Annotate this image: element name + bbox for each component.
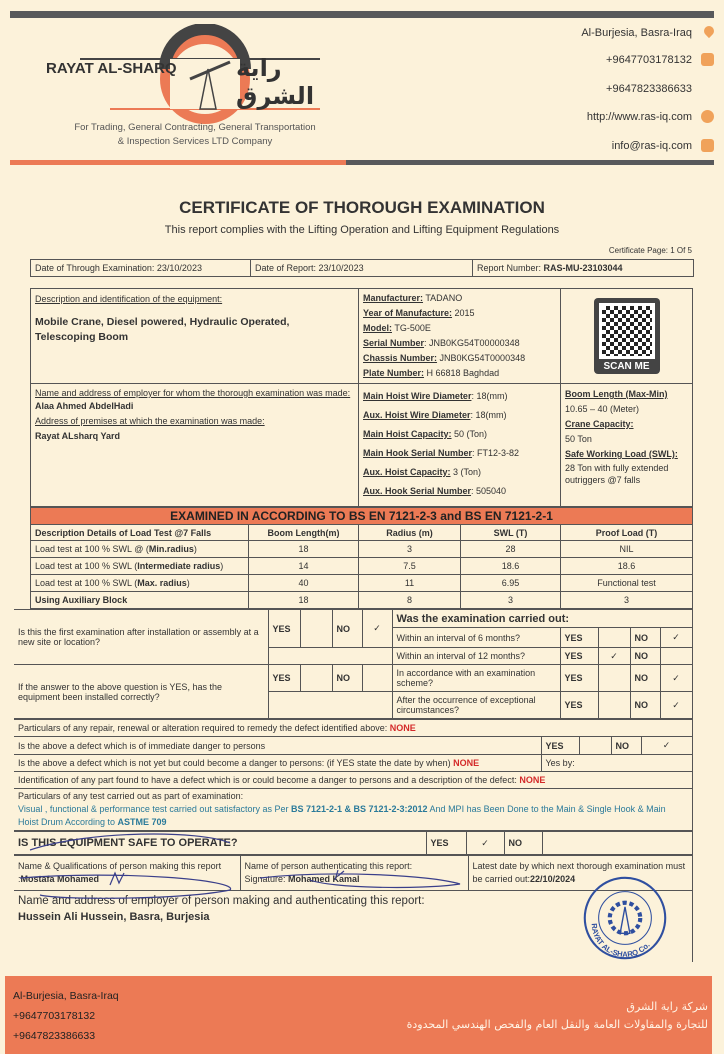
- hoist-value: 50 (Ton): [451, 429, 488, 439]
- defects-table: [14, 719, 693, 831]
- specs-item: [363, 306, 556, 321]
- load-desc-pre: Load test at 100 % SWL @ (: [35, 544, 149, 554]
- q1-no[interactable]: NO: [332, 610, 362, 648]
- phone-text: +9647703178132: [606, 54, 692, 66]
- contact-phone-2: [606, 83, 692, 95]
- identification-value: NONE: [519, 775, 546, 785]
- load-cell: 18.6: [561, 558, 693, 575]
- danger-yes-box[interactable]: [579, 737, 611, 755]
- load-cell: 18: [249, 541, 359, 558]
- certificate-body: [0, 259, 724, 1054]
- exceptional-label: After the occurrence of exceptional circumstances?: [392, 692, 560, 719]
- load-cell: NIL: [561, 541, 693, 558]
- tests-standard: BS 7121-2-1 & BS 7121-2-3:2012: [290, 804, 428, 814]
- safe-no[interactable]: NO: [504, 832, 542, 855]
- globe-icon: [701, 110, 714, 123]
- load-desc-post: ): [193, 544, 197, 554]
- i3-yes-box[interactable]: [598, 665, 630, 692]
- page-title: CERTIFICATE OF THOROUGH EXAMINATION: [179, 198, 545, 217]
- specs-key: Chassis Number:: [363, 353, 438, 363]
- danger-no-check[interactable]: ✓: [641, 737, 692, 755]
- load-desc: [31, 575, 249, 592]
- hoist-key: Main Hoist Capacity:: [363, 429, 452, 439]
- hoist-value: 3 (Ton): [450, 467, 482, 477]
- specs-key: Manufacturer:: [363, 293, 424, 303]
- boom-length-value: 10.65 – 40 (Meter): [565, 404, 640, 414]
- contact-website[interactable]: [587, 111, 692, 123]
- location-icon: [702, 24, 716, 38]
- qr-cell: [561, 289, 693, 384]
- contact-phone-1: [606, 54, 692, 66]
- load-header: Description Details of Load Test @7 Falls: [31, 525, 249, 541]
- q1-yes[interactable]: YES: [268, 610, 300, 648]
- tests-text-2: And MPI has Been Done to the Main & Single Hook & Main Hoist Drum According to: [18, 804, 666, 827]
- load-cell: 14: [249, 558, 359, 575]
- load-desc-bold: Max. radius: [137, 578, 187, 588]
- footer-phone-2: +9647823386633: [13, 1030, 96, 1042]
- installed-question: If the answer to the above question is YES, has the equipment been installed correctly?: [14, 665, 268, 719]
- load-desc-bold: Intermediate radius: [137, 561, 221, 571]
- phone-icon: [701, 53, 714, 66]
- employer-cell: [31, 384, 359, 507]
- tagline-2: & Inspection Services LTD Company: [117, 136, 273, 147]
- load-cell: 11: [359, 575, 461, 592]
- load-desc-bold: Min.radius: [148, 544, 194, 554]
- stamp-text: RAYAT AL-SHARQ Co.: [589, 922, 652, 959]
- repair-value: NONE: [389, 723, 416, 733]
- next-exam-label: Latest date by which next thorough examination must be carried out:: [472, 861, 686, 884]
- danger-no[interactable]: NO: [611, 737, 641, 755]
- report-number: [473, 260, 694, 277]
- load-cell: Functional test: [561, 575, 693, 592]
- load-header: Boom Length(m): [249, 525, 359, 541]
- equipment-table: [30, 288, 693, 507]
- hoist-item: [363, 425, 556, 444]
- load-cell: 6.95: [461, 575, 561, 592]
- load-cell: 40: [249, 575, 359, 592]
- scan-me-label: SCAN ME: [603, 361, 650, 372]
- specs-key: Serial Number: [363, 338, 425, 348]
- load-row: [31, 558, 693, 575]
- premises-label: Address of premises at which the examination was made:: [35, 416, 265, 426]
- q1-yes-box[interactable]: [300, 610, 332, 648]
- next-exam-date: 22/10/2024: [530, 874, 576, 884]
- i1-yes-box[interactable]: [598, 628, 630, 648]
- persons-table: [14, 855, 693, 962]
- interval-6-label: Within an interval of 6 months?: [392, 628, 560, 648]
- company-stamp: [582, 875, 668, 961]
- boom-length-label: Boom Length (Max-Min): [565, 389, 668, 399]
- danger-yes[interactable]: YES: [541, 737, 579, 755]
- report-number-label: Report Number:: [477, 263, 544, 273]
- safe-question: IS THIS EQUIPMENT SAFE TO OPERATE?: [14, 832, 426, 855]
- i2-no[interactable]: NO: [630, 648, 660, 665]
- q2-no[interactable]: NO: [332, 665, 362, 692]
- q2-yes[interactable]: YES: [268, 665, 300, 692]
- specs-value: 2015: [452, 308, 475, 318]
- specs-key: Year of Manufacture:: [363, 308, 453, 318]
- signature-label: Signature:: [244, 874, 289, 884]
- making-label: Name & Qualifications of person making this report :: [18, 861, 222, 884]
- contact-email[interactable]: [612, 140, 692, 152]
- employer-label: Name and address of employer for whom the thorough examination was made:: [35, 388, 351, 398]
- tests-label: Particulars of any test carried out as part of examination:: [18, 791, 244, 801]
- premises-value: Rayat ALsharq Yard: [35, 431, 121, 441]
- i2-yes[interactable]: YES: [560, 648, 598, 665]
- specs-item: [363, 351, 556, 366]
- i2-yes-check[interactable]: ✓: [598, 648, 630, 665]
- footer-arabic-tagline: للتجارة والمقاولات العامة والنقل العام والفحص الهندسي المحدودة: [406, 1018, 708, 1031]
- load-cell: 18: [249, 592, 359, 609]
- q2-yes-box[interactable]: [300, 665, 332, 692]
- i4-yes-box[interactable]: [598, 692, 630, 719]
- crane-capacity-label: Crane Capacity:: [565, 419, 634, 429]
- questions-table: [14, 609, 693, 719]
- employer-of-person-value: Hussein Ali Hussein, Basra, Burjesia: [18, 911, 210, 923]
- carried-out-heading: Was the examination carried out:: [392, 610, 692, 628]
- hoist-item: [363, 463, 556, 482]
- future-danger-label: Is the above a defect which is not yet but could become a danger to persons: (if YES state the date by when): [18, 758, 454, 768]
- top-bar: [10, 11, 714, 18]
- header-divider-orange: [10, 160, 346, 165]
- tagline-1: For Trading, General Contracting, General Transportation: [74, 122, 316, 133]
- specs-item: [363, 291, 556, 306]
- repair-label: Particulars of any repair, renewal or alteration required to remedy the defect identified above:: [18, 723, 390, 733]
- i2-no-box[interactable]: [660, 648, 692, 665]
- address-text: Al-Burjesia, Basra-Iraq: [581, 27, 692, 39]
- hoist-value: : 18(mm): [470, 410, 507, 420]
- specs-item: [363, 366, 556, 381]
- crane-capacity-value: 50 Ton: [565, 434, 592, 444]
- i3-no[interactable]: NO: [630, 665, 660, 692]
- specs-item: [363, 321, 556, 336]
- spec-list: [359, 289, 561, 384]
- load-desc: [31, 558, 249, 575]
- phone-text: +9647823386633: [606, 83, 692, 95]
- q2-no-box[interactable]: [362, 665, 392, 692]
- load-desc-post: ): [186, 578, 190, 588]
- tests-text-1: Visual , functional & performance test carried out satisfactory as Per: [18, 804, 291, 814]
- hoist-item: [363, 482, 556, 501]
- load-desc-pre: Load test at 100 % SWL (: [35, 561, 138, 571]
- desc-label: Description and identification of the equipment:: [35, 294, 223, 304]
- load-test-table: [30, 507, 693, 609]
- logo: [40, 24, 350, 124]
- equipment-description: [31, 289, 359, 384]
- specs-value: H 66818 Baghdad: [424, 368, 500, 378]
- auth-label: Name of person authenticating this report:: [244, 861, 413, 871]
- specs-value: : JNB0KG54T00000348: [424, 338, 520, 348]
- hoist-key: Main Hoist Wire Diameter: [363, 391, 472, 401]
- report-date: Date of Report: 23/10/2023: [251, 260, 473, 277]
- specs-value: TADANO: [423, 293, 463, 303]
- employer-of-person-label: Name and address of employer of person making and authenticating this report:: [18, 895, 425, 907]
- load-cell: 3: [359, 541, 461, 558]
- load-desc-bold: Using Auxiliary Block: [35, 595, 128, 605]
- exam-date: Date of Through Examination: 23/10/2023: [31, 260, 251, 277]
- desc-value: Mobile Crane, Diesel powered, Hydraulic Operated, Telescoping Boom: [35, 316, 290, 343]
- auth-name: Mohamed Kamal: [288, 874, 360, 884]
- safe-yes[interactable]: YES: [426, 832, 466, 855]
- footer-phone-1: +9647703178132: [13, 1010, 96, 1022]
- safe-table: [14, 831, 693, 855]
- i1-yes[interactable]: YES: [560, 628, 598, 648]
- qr-icon: [599, 303, 655, 359]
- i3-no-check[interactable]: ✓: [660, 665, 692, 692]
- hoist-key: Aux. Hoist Wire Diameter: [363, 410, 471, 420]
- safe-no-box[interactable]: [542, 832, 692, 855]
- specs-item: [363, 336, 556, 351]
- i1-no[interactable]: NO: [630, 628, 660, 648]
- mail-icon: [701, 139, 714, 152]
- company-name-en: RAYAT AL-SHARQ: [46, 60, 177, 77]
- load-header: SWL (T): [461, 525, 561, 541]
- boom-info: [561, 384, 693, 507]
- i4-yes[interactable]: YES: [560, 692, 598, 719]
- i4-no-check[interactable]: ✓: [660, 692, 692, 719]
- hoist-list: [359, 384, 561, 507]
- load-cell: 28: [461, 541, 561, 558]
- immediate-danger-label: Is the above a defect which is of immediate danger to persons: [14, 737, 541, 755]
- examined-header: EXAMINED IN ACCORDING TO BS EN 7121-2-3 and BS EN 7121-2-1: [31, 508, 693, 525]
- email-link[interactable]: info@ras-iq.com: [611, 140, 692, 152]
- contact-address: [581, 27, 692, 39]
- hoist-key: Aux. Hoist Capacity:: [363, 467, 451, 477]
- dates-table: [30, 259, 694, 277]
- load-desc-post: ): [220, 561, 224, 571]
- hoist-value: : FT12-3-82: [472, 448, 520, 458]
- load-row: [31, 575, 693, 592]
- first-exam-question: Is this the first examination after installation or assembly at a new site or location?: [14, 610, 268, 665]
- load-row: [31, 541, 693, 558]
- load-cell: 7.5: [359, 558, 461, 575]
- safe-yes-check[interactable]: ✓: [466, 832, 504, 855]
- specs-value: TG-500E: [392, 323, 431, 333]
- specs-key: Model:: [363, 323, 392, 333]
- load-row: [31, 592, 693, 609]
- interval-12-label: Within an interval of 12 months?: [392, 648, 560, 665]
- footer-address: Al-Burjesia, Basra-Iraq: [13, 990, 119, 1002]
- specs-key: Plate Number:: [363, 368, 425, 378]
- q1-empty: [268, 648, 392, 665]
- i3-yes[interactable]: YES: [560, 665, 598, 692]
- load-header: Radius (m): [359, 525, 461, 541]
- hoist-value: : 505040: [471, 486, 507, 496]
- tests-astm: ASTME 709: [117, 817, 167, 827]
- future-danger-value: NONE: [453, 758, 480, 768]
- hoist-key: Main Hook Serial Number: [363, 448, 473, 458]
- page-subtitle: This report complies with the Lifting Operation and Lifting Equipment Regulations: [164, 224, 560, 236]
- load-desc: [31, 592, 249, 609]
- certificate-page: Certificate Page: 1 Of 5: [608, 246, 692, 255]
- load-desc-pre: Load test at 100 % SWL (: [35, 578, 138, 588]
- load-cell: 8: [359, 592, 461, 609]
- load-header: Proof Load (T): [561, 525, 693, 541]
- swl-value: 28 Ton with fully extended outriggers @7 falls: [565, 463, 669, 485]
- i4-no[interactable]: NO: [630, 692, 660, 719]
- scheme-label: In accordance with an examination scheme?: [392, 665, 560, 692]
- company-name-ar: راية الشرق: [236, 54, 315, 110]
- making-name: Mostafa Mohamed: [20, 874, 100, 884]
- hoist-item: [363, 387, 556, 406]
- website-link[interactable]: http://www.ras-iq.com: [586, 111, 692, 123]
- q2-empty: [268, 692, 392, 719]
- qr-code[interactable]: [594, 298, 660, 374]
- swl-label: Safe Working Load (SWL):: [565, 449, 678, 459]
- footer: [5, 976, 712, 1054]
- report-number-value: RAS-MU-23103044: [543, 263, 623, 273]
- footer-arabic-name: شركة راية الشرق: [626, 1000, 708, 1013]
- hoist-key: Aux. Hook Serial Number: [363, 486, 472, 496]
- employer-value: Alaa Ahmed AbdelHadi: [35, 401, 134, 411]
- i1-no-check[interactable]: ✓: [660, 628, 692, 648]
- q1-no-check[interactable]: ✓: [362, 610, 392, 648]
- hoist-value: : 18(mm): [471, 391, 508, 401]
- load-desc: [31, 541, 249, 558]
- identification-label: Identification of any part found to have a defect which is or could become a danger to persons and a description of the defect:: [18, 775, 520, 785]
- specs-value: JNB0KG54T0000348: [437, 353, 526, 363]
- header-divider-dark: [346, 160, 714, 165]
- yes-by-field[interactable]: Yes by:: [541, 755, 692, 772]
- load-cell: 18.6: [461, 558, 561, 575]
- load-cell: 3: [561, 592, 693, 609]
- hoist-item: [363, 406, 556, 425]
- load-cell: 3: [461, 592, 561, 609]
- hoist-item: [363, 444, 556, 463]
